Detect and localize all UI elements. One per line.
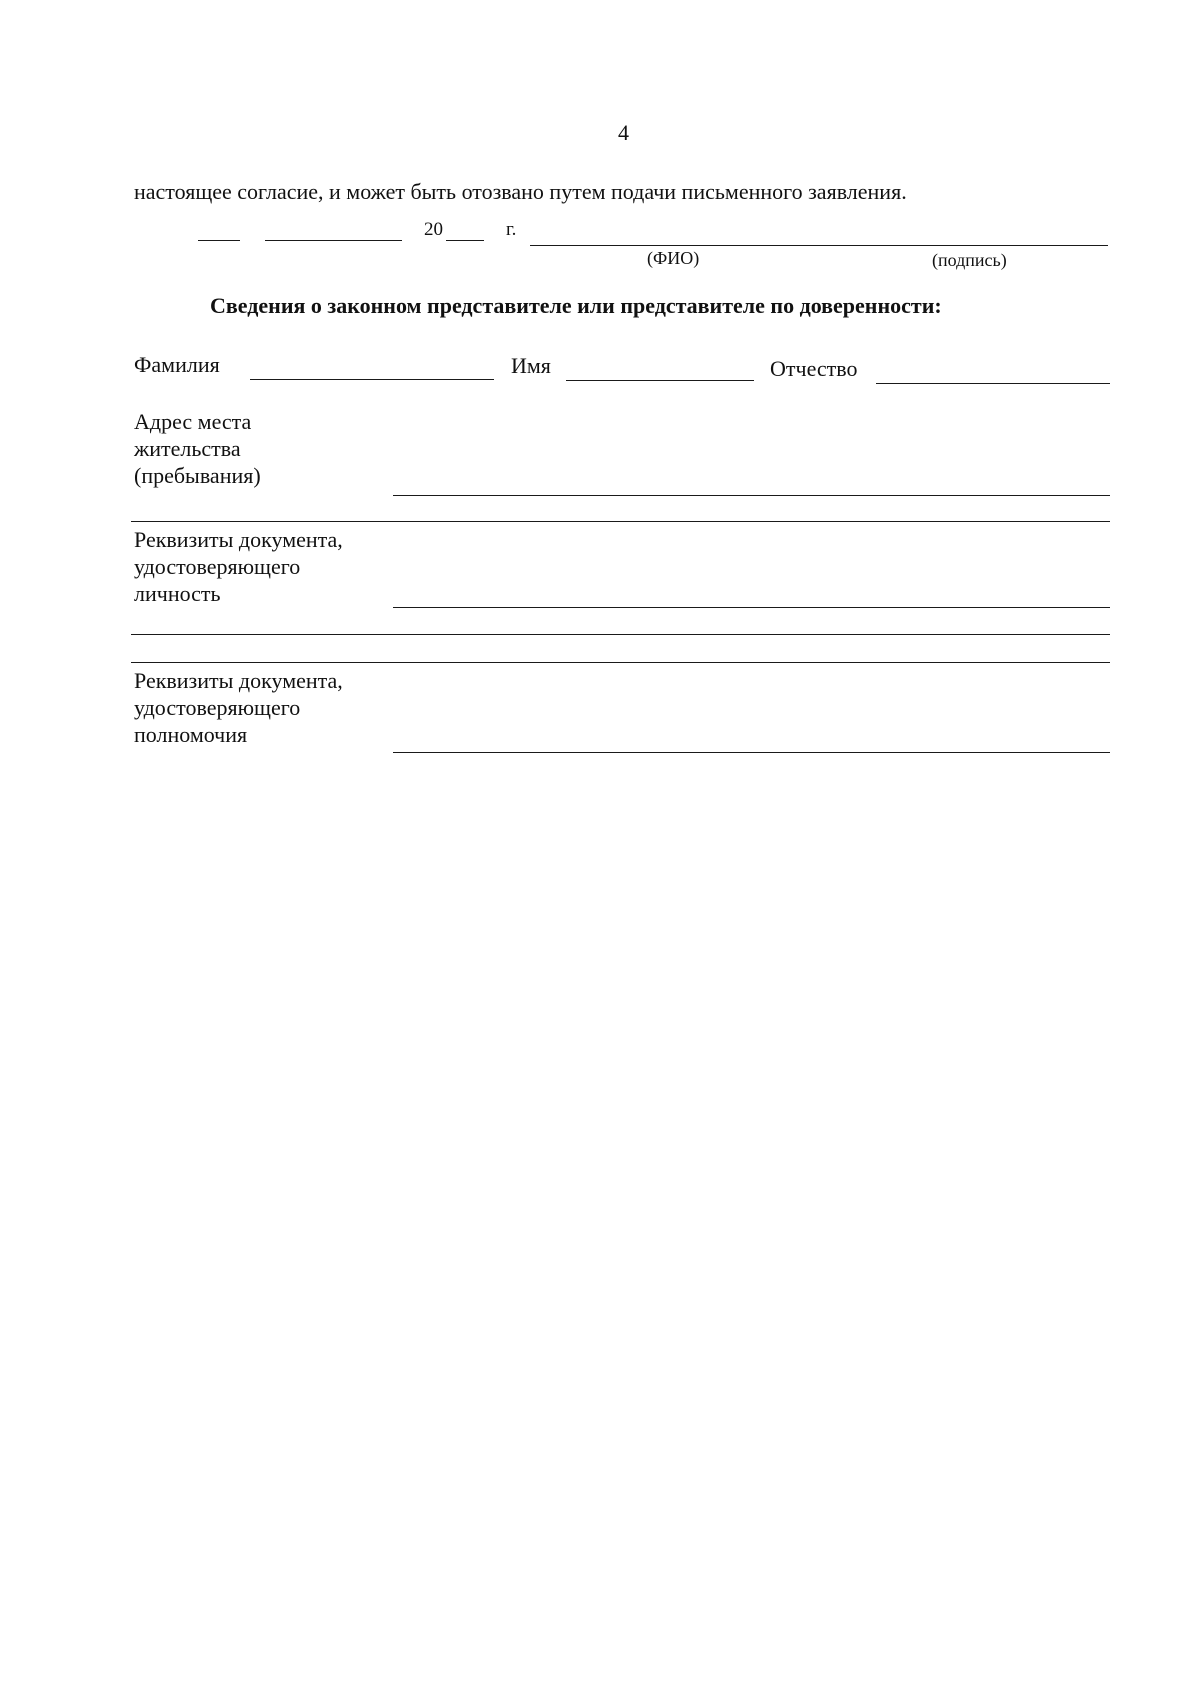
address-field-line-1[interactable]: [393, 495, 1110, 496]
address-label-line: жительства: [134, 436, 241, 461]
address-label-line: (пребывания): [134, 463, 261, 488]
fio-signature-field-line[interactable]: [530, 245, 1108, 246]
surname-field-line[interactable]: [250, 379, 494, 380]
identity-document-label-line: удостоверяющего: [134, 554, 301, 579]
section-heading: Сведения о законном представителе или представителе по доверенности:: [210, 293, 942, 318]
address-label: [134, 408, 261, 489]
signature-caption: (подпись): [932, 250, 1007, 270]
authority-document-label-line: Реквизиты документа,: [134, 668, 343, 693]
first-name-label: Имя: [511, 353, 551, 378]
identity-document-field-line-2[interactable]: [131, 634, 1110, 635]
patronymic-label: Отчество: [770, 356, 858, 381]
month-field-line[interactable]: [265, 240, 402, 241]
identity-document-field-line-1[interactable]: [393, 607, 1110, 608]
consent-revocation-text: настоящее согласие, и может быть отозвано путем подачи письменного заявления.: [134, 179, 907, 204]
authority-document-field-line[interactable]: [393, 752, 1110, 753]
address-field-line-2[interactable]: [131, 521, 1110, 522]
authority-document-label-line: удостоверяющего: [134, 695, 301, 720]
year-prefix: 20: [424, 219, 443, 240]
year-field-line[interactable]: [446, 240, 484, 241]
first-name-field-line[interactable]: [566, 380, 754, 381]
day-field-line[interactable]: [198, 240, 240, 241]
address-label-line: Адрес места: [134, 409, 252, 434]
identity-document-label-line: Реквизиты документа,: [134, 527, 343, 552]
surname-label: Фамилия: [134, 352, 220, 377]
identity-document-field-line-3[interactable]: [131, 662, 1110, 663]
patronymic-field-line[interactable]: [876, 383, 1110, 384]
authority-document-label: [134, 667, 343, 748]
identity-document-label-line: личность: [134, 581, 221, 606]
page-number: 4: [618, 120, 629, 145]
authority-document-label-line: полномочия: [134, 722, 248, 747]
year-suffix: г.: [506, 219, 517, 240]
fio-caption: (ФИО): [647, 248, 700, 268]
identity-document-label: [134, 526, 343, 607]
